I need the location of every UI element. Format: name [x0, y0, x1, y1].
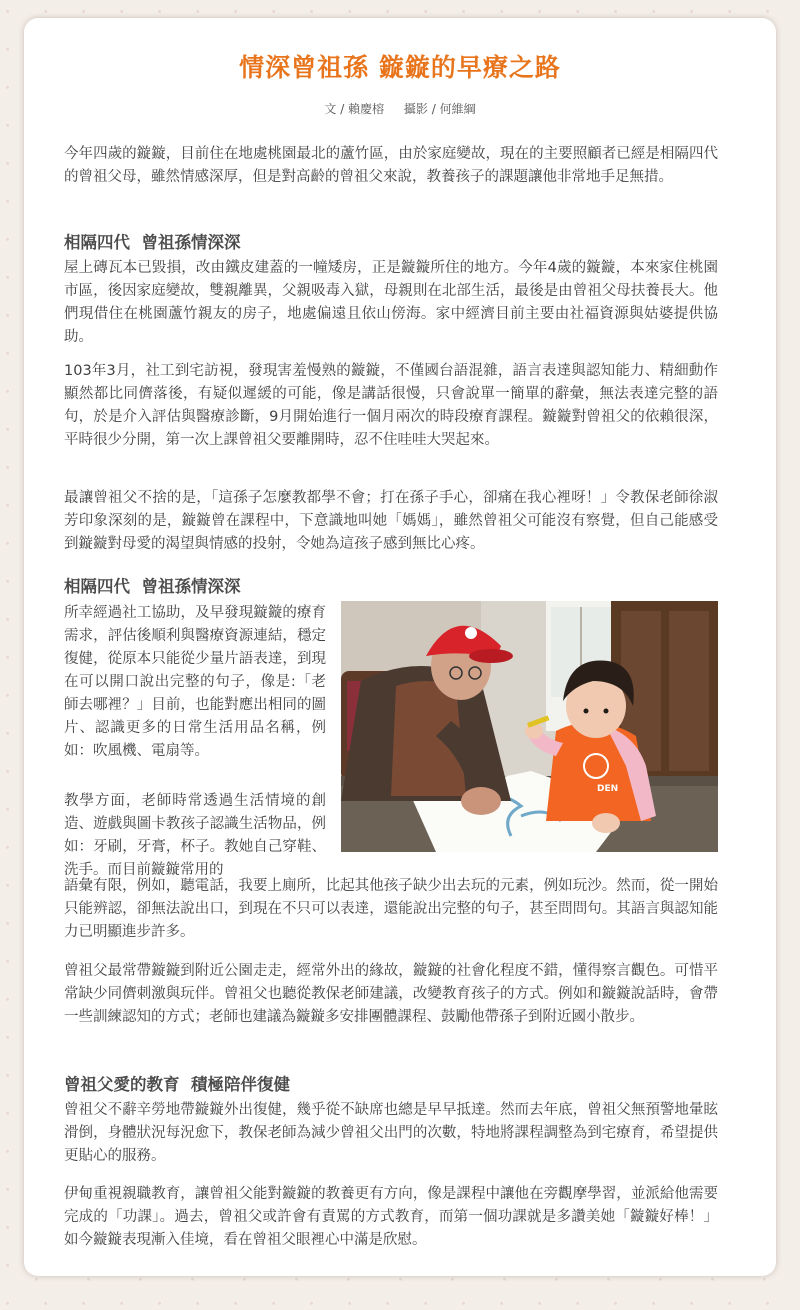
photographer-credit: 攝影 / 何維綱	[403, 102, 476, 116]
article-title: 情深曾祖孫 鏇鏇的早療之路	[239, 53, 561, 82]
section1-paragraph-1: 屋上磚瓦本已毀損，改由鐵皮建蓋的一幢矮房，正是鏇鏇所住的地方。今年4歲的鏇鏇，本來家住桃園市區，後因家庭變故，雙親離異，父親吸毒入獄，母親則在北部生活，最後是由曾祖父母扶養長大。他們現借住在桃園蘆竹親友的房子，地處偏遠且依山傍海。家中經濟目前主要由社福資源與姑婆提供協助。	[64, 260, 718, 345]
intro-paragraph: 今年四歲的鏇鏇，目前住在地處桃園最北的蘆竹區，由於家庭變故，現在的主要照顧者已經是相隔四代的曾祖父母，雖然情感深厚，但是對高齡的曾祖父來說，教養孩子的課題讓他非常地手足無措。	[64, 146, 718, 185]
writer-credit: 文 / 賴慶榕	[324, 102, 385, 116]
section-heading: 相隔四代 曾祖孫情深深	[64, 577, 241, 596]
section2-paragraph-1: 所幸經過社工協助，及早發現鏇鏇的療育需求，評估後順利與醫療資源連結，穩定復健，從原本只能從少量片語表達，到現在可以開口說出完整的句子，像是:「老師去哪裡？」目前，也能對應出相同的圖片、認識更多的日常生活用品名稱，例如：吹風機、電扇等。	[64, 605, 326, 759]
section2-paragraph-2-start: 教學方面，老師時常透過生活情境的創造、遊戲與圖卡教孩子認識生活物品，例如：牙刷，牙膏，杯子。教她自己穿鞋、洗手。而目前鏇鏇常用的	[64, 793, 326, 878]
section2-paragraph-2-continued: 語彙有限，例如，聽電話，我要上廁所，比起其他孩子缺少出去玩的元素，例如玩沙。然而，從一開始只能辨認，卻無法說出口，到現在不只可以表達，還能說出完整的句子，甚至問問句。其語言與認知能力已明顯進步許多。	[64, 878, 718, 940]
section1-paragraph-3: 最讓曾祖父不捨的是，「這孫子怎麼教都學不會；打在孫子手心，卻痛在我心裡呀！」令教保老師徐淑芳印象深刻的是，鏇鏇曾在課程中，下意識地叫她「媽媽」，雖然曾祖父可能沒有察覺，但自己能感受到鏇鏇對母愛的渴望與情感的投射，令她為這孩子感到無比心疼。	[64, 490, 718, 552]
section2-paragraph-3: 曾祖父最常帶鏇鏇到附近公園走走，經常外出的緣故，鏇鏇的社會化程度不錯，懂得察言觀色。可惜平常缺少同儕刺激與玩伴。曾祖父也聽從教保老師建議，改變教育孩子的方式。例如和鏇鏇說話時，會帶一些訓練認知的方式；老師也建議為鏇鏇多安排團體課程、鼓勵他帶孫子到附近國小散步。	[64, 963, 718, 1025]
section3-paragraph-1: 曾祖父不辭辛勞地帶鏇鏇外出復健，幾乎從不缺席也總是早早抵達。然而去年底，曾祖父無預警地暈眩滑倒，身體狀況每況愈下，教保老師為減少曾祖父出門的次數，特地將課程調整為到宅療育，希望提供更貼心的服務。	[64, 1102, 718, 1164]
section3-paragraph-2: 伊甸重視親職教育，讓曾祖父能對鏇鏇的教養更有方向，像是課程中讓他在旁觀摩學習，並派給他需要完成的「功課」。過去，曾祖父或許會有責罵的方式教育，而第一個功課就是多讚美她「鏇鏇好棒！」如今鏇鏇表現漸入佳境，看在曾祖父眼裡心中滿是欣慰。	[64, 1186, 718, 1248]
article-photo	[341, 601, 718, 852]
section1-paragraph-2: 103年3月，社工到宅訪視，發現害羞慢熟的鏇鏇，不僅國台語混雜，語言表達與認知能力、精細動作顯然都比同儕落後，有疑似遲緩的可能，像是講話很慢，只會說單一簡單的辭彙，無法表達完整的語句，於是介入評估與醫療診斷，9月開始進行一個月兩次的時段療育課程。鏇鏇對曾祖父的依賴很深，平時很少分開，第一次上課曾祖父要離開時，忍不住哇哇大哭起來。	[64, 363, 718, 448]
section-heading: 曾祖父愛的教育 積極陪伴復健	[64, 1075, 290, 1094]
section-heading: 相隔四代 曾祖孫情深深	[64, 233, 241, 252]
byline	[0, 100, 800, 117]
vest-logo-text: DEN	[597, 784, 619, 794]
